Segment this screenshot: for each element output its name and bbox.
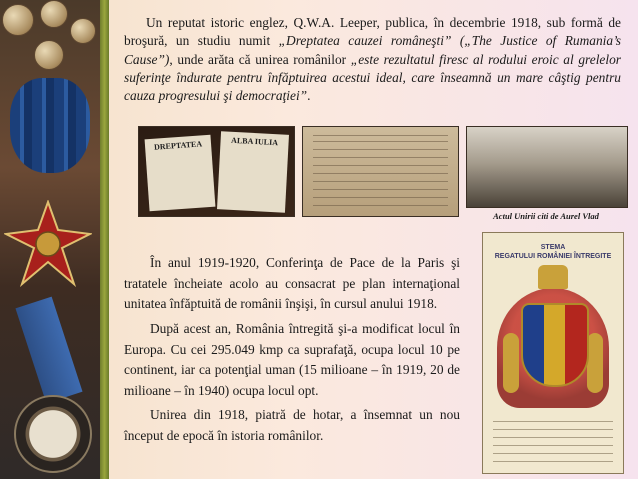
medal-coin [34,40,64,70]
body-text: Unirea din 1918, piatră de hotar, a însemnat un nou început de epocă în istoria românilor. [124,407,460,443]
coat-of-arms-poster [482,232,624,474]
intro-text: Un reputat istoric englez, Q.W.A. Leeper, publica, în decembrie 1918, sub formă de broşură, un studiu numit [124,15,621,49]
text-line [313,157,448,158]
lion-supporter-icon [587,333,603,393]
order-cross-icon [4,200,92,288]
declaration-document-photo [302,126,459,217]
poster-text-line [493,461,613,462]
poster-title-line: REGATULUI ROMÂNIEI ÎNTREGITE [494,253,612,260]
intro-text: . [307,88,311,104]
newspaper-heading: DREPTATEA [153,139,203,152]
poster-text-line [493,421,613,422]
blue-strap [15,297,82,404]
lion-supporter-icon [503,333,519,393]
body-text: În anul 1919-1920, Conferinţa de Pace de la Paris şi tratatele încheiate acolo au consacrat pe plan internaţional unitatea înfăptuită de românii înşişi, în cursul anului 1918. [124,255,460,312]
newspapers-photo [138,126,295,217]
crowd-photo [466,126,628,208]
text-line [313,173,448,174]
newspaper-2 [217,131,289,212]
body-paragraph [124,253,460,315]
decorative-side-photo [0,0,100,479]
poster-title [483,243,623,261]
text-line [313,149,448,150]
text-line [313,189,448,190]
text-line [313,181,448,182]
newspaper-1 [145,135,216,211]
crown-icon [538,265,568,289]
text-line [313,135,448,136]
poster-title-line: STEMA [540,244,566,251]
intro-paragraph [124,14,621,105]
medal-coin [70,18,96,44]
body-text: După acest an, România întregită şi-a modificat locul în Europa. Cu cei 295.049 kmp ca suprafaţă, ocupa locul 10 pe continent, iar ca potenţial uman (15 milioane – în 1919, 20 de milioane – în 1940) ocupa locul opt. [124,321,460,399]
poster-text-line [493,437,613,438]
medal-coin [40,0,68,28]
medal-coin [2,4,34,36]
text-line [313,165,448,166]
photo-caption: Actul Unirii citi de Aurel Vlad [493,211,599,221]
body-paragraph [124,319,460,402]
shield-icon [521,303,589,387]
compass-icon [14,395,92,473]
poster-text-line [493,445,613,446]
text-line [313,141,448,142]
body-paragraph [124,405,460,446]
intro-title-italic: „Dreptatea cauzei româneşti” („The Justice of Rumania’s Cause”) [124,33,621,67]
divider-bar [100,0,109,479]
poster-text-line [493,453,613,454]
blue-ribbon [10,78,90,173]
poster-text-line [493,429,613,430]
intro-quote-italic: „este rezultatul firesc al rodului eroic al grelelor suferinţe îndurate pentru înfăptuirea acestui ideal, care înseamnă un mare câştig pentru cauza progresului şi democraţiei” [124,51,621,104]
intro-text: , unde arăta că unirea românilor [169,51,351,67]
text-line [313,197,448,198]
text-line [313,205,448,206]
newspaper-heading: ALBA IULIA [230,135,279,148]
